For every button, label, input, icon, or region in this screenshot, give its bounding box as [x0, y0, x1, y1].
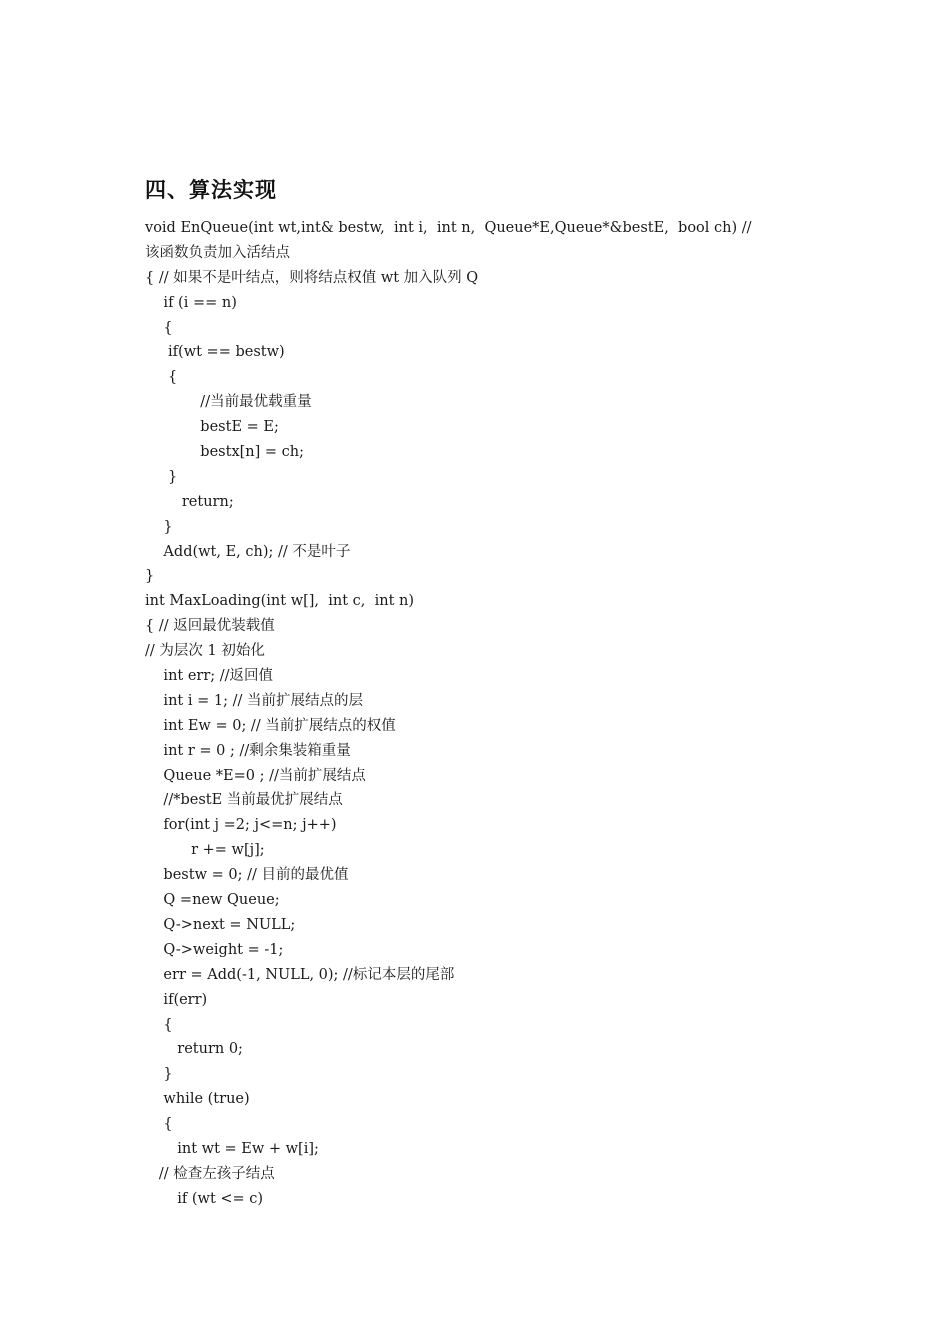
code-line: bestw = 0; // 目前的最优值: [145, 867, 349, 884]
code-line: return;: [145, 493, 234, 510]
code-line: {: [145, 319, 173, 336]
code-line: Q =new Queue;: [145, 892, 280, 909]
code-line: return 0;: [145, 1041, 243, 1058]
code-line: Add(wt, E, ch); // 不是叶子: [145, 543, 351, 560]
code-line: r += w[j];: [145, 842, 265, 859]
code-line: int MaxLoading(int w[], int c, int n): [145, 593, 415, 610]
code-line: }: [145, 1066, 173, 1083]
code-line: if (i == n): [145, 294, 237, 311]
code-line: err = Add(-1, NULL, 0); //标记本层的尾部: [145, 966, 455, 983]
code-line: }: [145, 568, 155, 585]
code-line: bestx[n] = ch;: [145, 444, 304, 461]
code-line: }: [145, 518, 173, 535]
code-line: while (true): [145, 1091, 250, 1108]
code-line: }: [145, 468, 178, 485]
code-line: { // 如果不是叶结点，则将结点权值 wt 加入队列 Q: [145, 269, 479, 286]
code-line: {: [145, 1116, 173, 1133]
code-block: [145, 216, 845, 1212]
code-line: Queue *E=0 ; //当前扩展结点: [145, 767, 366, 784]
code-line: 该函数负责加入活结点: [145, 244, 290, 261]
code-line: bestE = E;: [145, 419, 279, 436]
code-line: // 为层次 1 初始化: [145, 643, 265, 660]
code-line: int i = 1; // 当前扩展结点的层: [145, 692, 363, 709]
code-line: int err; //返回值: [145, 668, 274, 685]
code-line: {: [145, 369, 178, 386]
code-line: if (wt <= c): [145, 1190, 264, 1207]
code-line: int Ew = 0; // 当前扩展结点的权值: [145, 717, 396, 734]
code-line: Q->weight = -1;: [145, 941, 284, 958]
code-line: if(wt == bestw): [145, 344, 285, 361]
code-line: if(err): [145, 991, 208, 1008]
code-line: int r = 0 ; //剩余集装箱重量: [145, 742, 351, 759]
code-line: //*bestE 当前最优扩展结点: [145, 792, 343, 809]
code-line: //当前最优载重量: [145, 394, 312, 411]
code-line: void EnQueue(int wt,int& bestw, int i, int n, Queue*E,Queue*&bestE, bool ch) //: [145, 220, 752, 236]
code-line: Q->next = NULL;: [145, 916, 296, 933]
code-line: { // 返回最优装载值: [145, 618, 275, 635]
code-line: // 检查左孩子结点: [145, 1165, 275, 1182]
code-line: int wt = Ew + w[i];: [145, 1140, 319, 1157]
code-line: for(int j =2; j<=n; j++): [145, 817, 337, 834]
document-page: [145, 174, 845, 1212]
code-line: {: [145, 1016, 173, 1033]
section-heading: 四、算法实现: [145, 178, 277, 202]
